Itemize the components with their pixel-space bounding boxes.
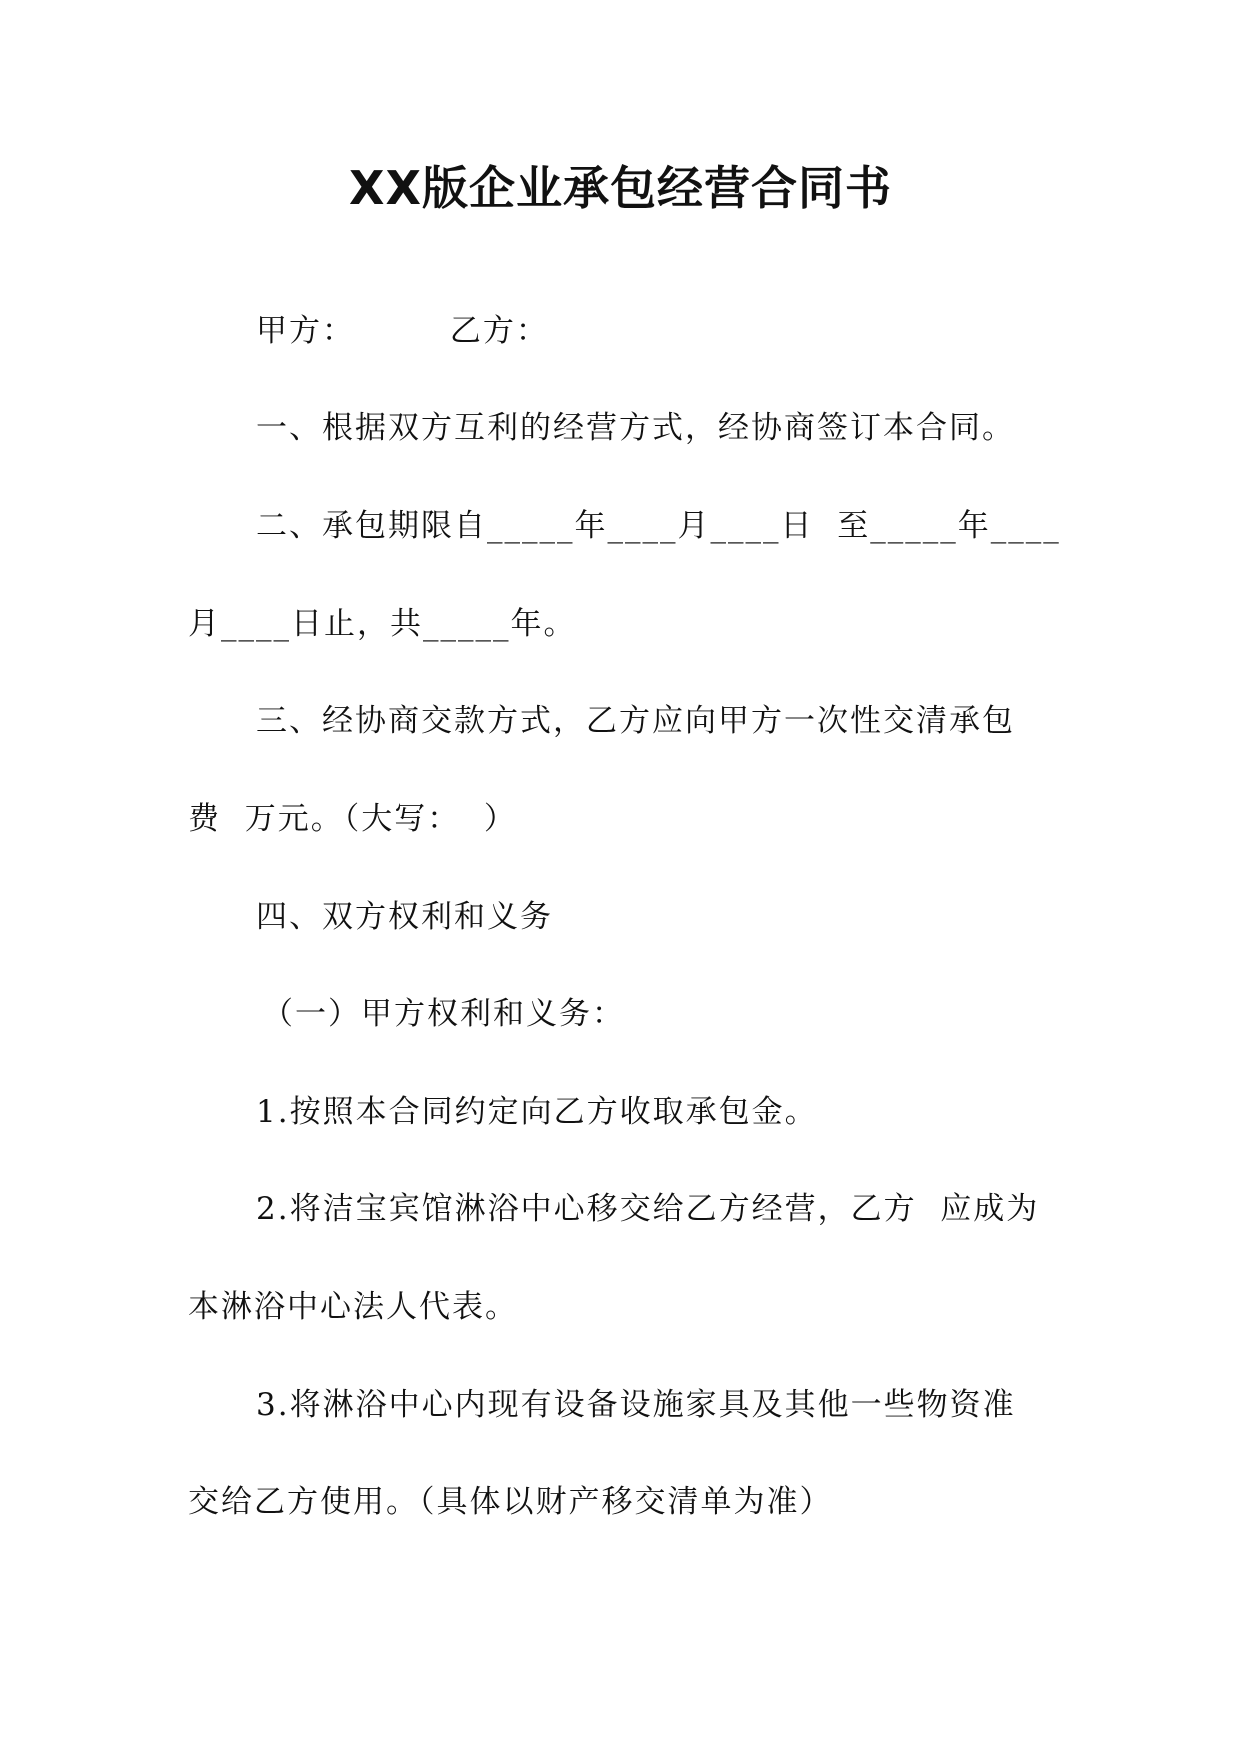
clause-2-line-2: 月____日止，共_____年。	[188, 606, 577, 642]
item-2-line-1: 2.将洁宝宾馆淋浴中心移交给乙方经营，乙方 应成为	[256, 1191, 1040, 1227]
party-line: 甲方： 乙方：	[256, 313, 549, 349]
clause-3-line-2: 费 万元。（大写： ）	[188, 801, 517, 837]
item-2-line-2: 本淋浴中心法人代表。	[188, 1289, 518, 1325]
clause-3-line-1: 三、经协商交款方式，乙方应向甲方一次性交清承包	[256, 703, 1015, 739]
subsection-heading: （一）甲方权利和义务：	[262, 996, 625, 1032]
item-3-line-1: 3.将淋浴中心内现有设备设施家具及其他一些物资准	[256, 1387, 1016, 1423]
item-1: 1.按照本合同约定向乙方收取承包金。	[256, 1094, 818, 1130]
clause-2-line-1: 二、承包期限自_____年____月____日 至_____年____	[256, 508, 1061, 544]
document-title: XX版企业承包经营合同书	[349, 161, 892, 215]
clause-4-heading: 四、双方权利和义务	[256, 899, 553, 935]
item-3-line-2: 交给乙方使用。（具体以财产移交清单为准）	[188, 1484, 833, 1520]
clause-1: 一、根据双方互利的经营方式，经协商签订本合同。	[256, 410, 1015, 446]
